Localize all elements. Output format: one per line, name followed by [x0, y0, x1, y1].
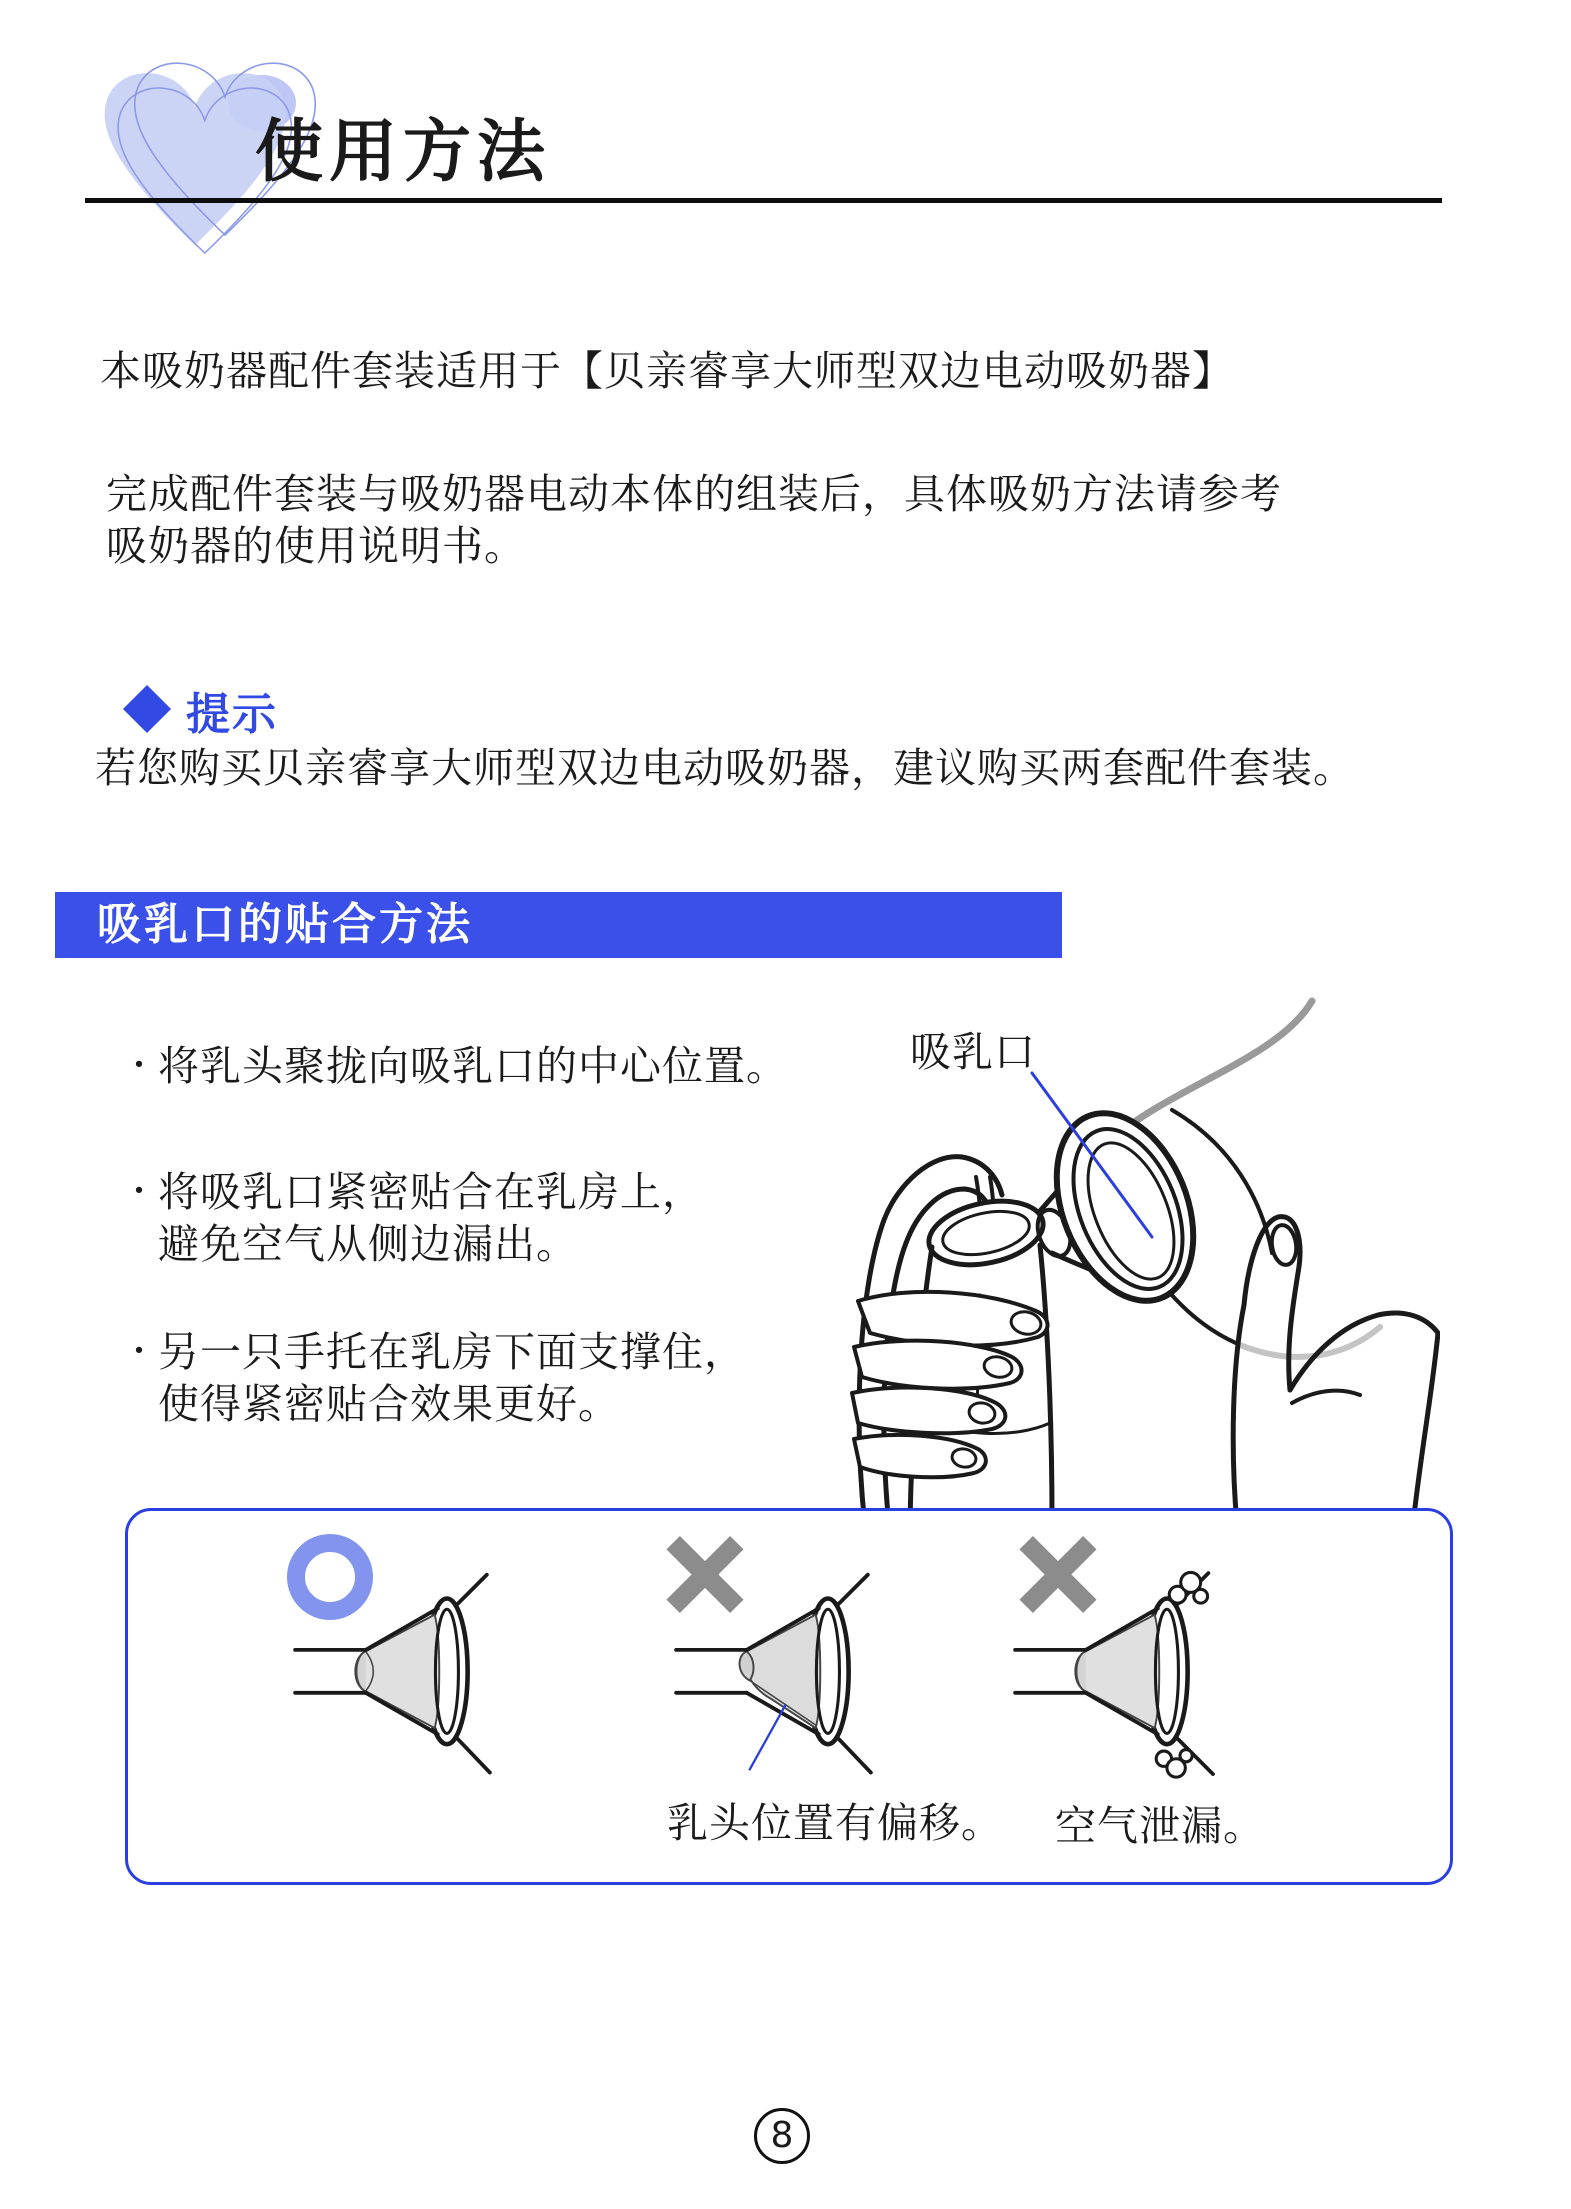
- bullet-text: 另一只手托在乳房下面支撑住， 使得紧密贴合效果更好。: [158, 1328, 746, 1428]
- intro-paragraph-2-line2: 吸奶器的使用说明书。: [106, 522, 526, 570]
- diamond-icon: [123, 685, 171, 733]
- bullet-marker: ・: [122, 1172, 156, 1212]
- illustration-label: 吸乳口: [910, 1028, 1036, 1076]
- intro-paragraph-1: 本吸奶器配件套装适用于【贝亲睿享大师型双边电动吸奶器】: [100, 347, 1234, 395]
- title-underline: [85, 198, 1442, 203]
- section-banner: [55, 892, 1062, 958]
- bullet-item: [122, 1326, 746, 1430]
- bullet-marker: ・: [122, 1332, 156, 1372]
- funnel-leak-illustration: [1009, 1564, 1239, 1794]
- comparison-caption: 乳头位置有偏移。: [667, 1799, 1003, 1847]
- bullet-text: 将乳头聚拢向吸乳口的中心位置。: [158, 1042, 788, 1090]
- section-banner-label: 吸乳口的贴合方法: [97, 899, 473, 950]
- bullet-marker: ・: [122, 1046, 156, 1086]
- comparison-caption: 空气泄漏。: [1055, 1802, 1265, 1850]
- bullet-item: [122, 1166, 704, 1270]
- page-number-badge: 8: [754, 2108, 810, 2164]
- tip-body: 若您购买贝亲睿享大师型双边电动吸奶器，建议购买两套配件套装。: [95, 744, 1355, 792]
- pump-illustration: [840, 995, 1440, 1535]
- funnel-offset-illustration: [670, 1564, 900, 1794]
- funnel-correct-illustration: [289, 1564, 519, 1794]
- intro-paragraph-2-line1: 完成配件套装与吸奶器电动本体的组装后，具体吸奶方法请参考: [106, 470, 1282, 518]
- intro-paragraph-2: [106, 468, 1282, 572]
- bullet-item: [122, 1040, 788, 1092]
- tip-heading: 提示: [186, 689, 278, 740]
- page-title: 使用方法: [255, 113, 552, 192]
- bullet-text: 将吸乳口紧密贴合在乳房上， 避免空气从侧边漏出。: [158, 1168, 704, 1268]
